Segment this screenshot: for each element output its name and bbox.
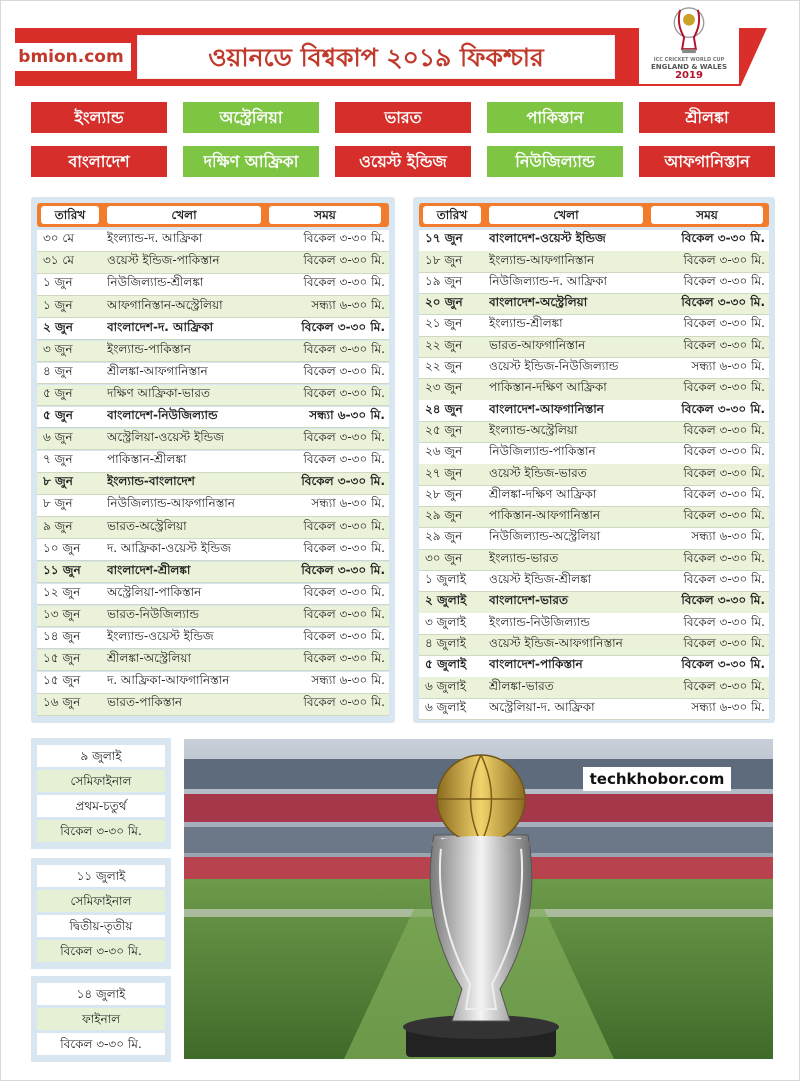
- match-teams: নিউজিল্যান্ড-দ. আফ্রিকা: [489, 273, 607, 288]
- match-time: বিকেল ৩-৩০ মি.: [683, 508, 765, 523]
- match-time: বিকেল ৩-৩০ মি.: [303, 430, 385, 445]
- match-teams: পাকিস্তান-শ্রীলঙ্কা: [107, 452, 187, 467]
- header-date: তারিখ: [41, 206, 99, 224]
- world-cup-logo: [639, 4, 739, 84]
- match-date: ১৩ জুন: [43, 606, 81, 621]
- match-time: বিকেল ৩-৩০ মি.: [683, 486, 765, 501]
- table-row: [37, 628, 389, 650]
- watermark-label: techkhobor.com: [583, 767, 731, 791]
- table-row: [419, 400, 769, 422]
- match-teams: শ্রীলঙ্কা-অস্ট্রেলিয়া: [107, 651, 191, 666]
- table-row: [419, 613, 769, 635]
- match-teams: বাংলাদেশ-ওয়েস্ট ইন্ডিজ: [489, 231, 606, 246]
- match-teams: ইংল্যান্ড-নিউজিল্যান্ড: [489, 614, 590, 629]
- match-time: সন্ধ্যা ৬-৩০ মি.: [691, 529, 765, 544]
- table-rows: [413, 230, 775, 723]
- match-time: বিকেল ৩-৩০ মি.: [303, 606, 385, 621]
- table-row: [37, 650, 389, 672]
- match-time: সন্ধ্যা ৬-৩০ মি.: [311, 673, 385, 688]
- match-teams: ভারত-আফগানিস্তান: [489, 337, 586, 352]
- match-teams: ওয়েস্ট ইন্ডিজ-ভারত: [489, 465, 587, 480]
- match-date: ২৭ জুন: [425, 465, 463, 480]
- match-time: বিকেল ৩-৩০ মি.: [683, 550, 765, 565]
- match-teams: বাংলাদেশ-ভারত: [489, 593, 568, 608]
- table-row: [37, 539, 389, 561]
- site-label[interactable]: bmion.com: [11, 43, 131, 71]
- match-teams: ইংল্যান্ড-অস্ট্রেলিয়া: [489, 422, 578, 437]
- match-date: ৪ জুলাই: [425, 635, 467, 650]
- match-teams: ইংল্যান্ড-শ্রীলঙ্কা: [489, 316, 563, 331]
- match-date: ৫ জুলাই: [425, 657, 467, 672]
- match-time: বিকেল ৩-৩০ মি.: [683, 337, 765, 352]
- match-time: বিকেল ৩-৩০ মি.: [681, 295, 765, 310]
- match-time: সন্ধ্যা ৬-৩০ মি.: [309, 408, 385, 423]
- table-row: [37, 407, 389, 429]
- match-teams: ইংল্যান্ড-পাকিস্তান: [107, 341, 191, 356]
- match-time: বিকেল ৩-৩০ মি.: [683, 635, 765, 650]
- match-time: বিকেল ৩-৩০ মি.: [683, 444, 765, 459]
- match-time: বিকেল ৩-৩০ মি.: [301, 562, 385, 577]
- match-date: ৩ জুলাই: [425, 614, 467, 629]
- team-badge: ইংল্যান্ড: [31, 102, 167, 133]
- table-row: [419, 528, 769, 550]
- match-time: বিকেল ৩-৩০ মি.: [301, 319, 385, 334]
- match-time: বিকেল ৩-৩০ মি.: [303, 629, 385, 644]
- logo-line-1: ICC CRICKET WORLD CUP: [653, 57, 725, 63]
- table-row: [37, 451, 389, 473]
- match-time: সন্ধ্যা ৬-৩০ মি.: [311, 496, 385, 511]
- match-teams: দক্ষিণ আফ্রিকা-ভারত: [107, 385, 211, 400]
- match-date: ৫ জুন: [43, 385, 73, 400]
- match-time: বিকেল ৩-৩০ মি.: [303, 584, 385, 599]
- match-time: বিকেল ৩-৩০ মি.: [683, 252, 765, 267]
- match-time: সন্ধ্যা ৬-৩০ মি.: [691, 699, 765, 714]
- match-date: ১ জুন: [43, 275, 73, 290]
- match-date: ৬ জুলাই: [425, 699, 467, 714]
- table-rows: [31, 230, 395, 723]
- table-row: [419, 358, 769, 380]
- match-date: ২১ জুন: [425, 316, 463, 331]
- fixture-table-left: [31, 197, 395, 723]
- table-row: [37, 274, 389, 296]
- knockout-stage: সেমিফাইনাল: [37, 770, 165, 792]
- team-badge: বাংলাদেশ: [31, 146, 167, 177]
- match-date: ২৯ জুন: [425, 508, 463, 523]
- table-row: [419, 422, 769, 444]
- team-badge: অস্ট্রেলিয়া: [183, 102, 319, 133]
- match-date: ২০ জুন: [425, 295, 463, 310]
- match-date: ৩০ জুন: [425, 550, 463, 565]
- match-date: ১৫ জুন: [43, 651, 81, 666]
- match-date: ২ জুন: [43, 319, 73, 334]
- match-time: বিকেল ৩-৩০ মি.: [683, 273, 765, 288]
- knockout-panel: [31, 976, 171, 1062]
- knockout-time: বিকেল ৩-৩০ মি.: [37, 1033, 165, 1055]
- match-time: বিকেল ৩-৩০ মি.: [683, 422, 765, 437]
- match-date: ১৮ জুন: [425, 252, 463, 267]
- match-time: বিকেল ৩-৩০ মি.: [301, 474, 385, 489]
- team-badge: পাকিস্তান: [487, 102, 623, 133]
- table-row: [419, 507, 769, 529]
- match-date: ১৯ জুন: [425, 273, 463, 288]
- match-date: ৭ জুন: [43, 452, 73, 467]
- match-date: ১ জুন: [43, 297, 73, 312]
- match-date: ২৬ জুন: [425, 444, 463, 459]
- table-row: [419, 251, 769, 273]
- match-time: বিকেল ৩-৩০ মি.: [681, 593, 765, 608]
- match-teams: ইংল্যান্ড-আফগানিস্তান: [489, 252, 595, 267]
- table-row: [419, 592, 769, 614]
- table-row: [419, 230, 769, 252]
- match-time: বিকেল ৩-৩০ মি.: [303, 518, 385, 533]
- match-date: ১৪ জুন: [43, 629, 81, 644]
- match-time: বিকেল ৩-৩০ মি.: [303, 695, 385, 710]
- match-time: বিকেল ৩-৩০ মি.: [303, 231, 385, 246]
- match-teams: নিউজিল্যান্ড-শ্রীলঙ্কা: [107, 275, 204, 290]
- table-header: [419, 203, 769, 227]
- match-date: ২৮ জুন: [425, 486, 463, 501]
- header-time: সময়: [651, 206, 763, 224]
- match-teams: আফগানিস্তান-অস্ট্রেলিয়া: [107, 297, 223, 312]
- match-time: বিকেল ৩-৩০ মি.: [303, 651, 385, 666]
- table-row: [37, 562, 389, 584]
- match-teams: ওয়েস্ট ইন্ডিজ-পাকিস্তান: [107, 253, 220, 268]
- match-date: ১৭ জুন: [425, 231, 463, 246]
- table-row: [37, 296, 389, 318]
- match-teams: ওয়েস্ট ইন্ডিজ-আফগানিস্তান: [489, 635, 623, 650]
- table-row: [37, 584, 389, 606]
- knockout-panel: [31, 738, 171, 849]
- match-teams: বাংলাদেশ-শ্রীলঙ্কা: [107, 562, 191, 577]
- table-row: [37, 230, 389, 252]
- table-row: [419, 486, 769, 508]
- match-date: ৪ জুন: [43, 363, 73, 378]
- match-teams: শ্রীলঙ্কা-ভারত: [489, 678, 554, 693]
- table-row: [419, 550, 769, 572]
- table-row: [37, 363, 389, 385]
- match-date: ২ জুলাই: [425, 593, 467, 608]
- table-row: [419, 337, 769, 359]
- match-teams: ইংল্যান্ড-দ. আফ্রিকা: [107, 231, 203, 246]
- match-date: ১২ জুন: [43, 584, 81, 599]
- knockout-date: ১৪ জুলাই: [37, 983, 165, 1005]
- knockout-teams: দ্বিতীয়-তৃতীয়: [37, 915, 165, 937]
- match-date: ২৩ জুন: [425, 380, 463, 395]
- table-row: [419, 273, 769, 295]
- table-header: [37, 203, 389, 227]
- match-time: বিকেল ৩-৩০ মি.: [303, 341, 385, 356]
- table-row: [37, 318, 389, 340]
- match-teams: ওয়েস্ট ইন্ডিজ-নিউজিল্যান্ড: [489, 359, 619, 374]
- match-time: বিকেল ৩-৩০ মি.: [683, 465, 765, 480]
- match-time: বিকেল ৩-৩০ মি.: [303, 385, 385, 400]
- header-date: তারিখ: [423, 206, 481, 224]
- match-teams: ইংল্যান্ড-ওয়েস্ট ইন্ডিজ: [107, 629, 214, 644]
- match-teams: বাংলাদেশ-নিউজিল্যান্ড: [107, 408, 218, 423]
- match-teams: বাংলাদেশ-দ. আফ্রিকা: [107, 319, 214, 334]
- match-date: ২৯ জুন: [425, 529, 463, 544]
- match-date: ২২ জুন: [425, 359, 463, 374]
- match-time: বিকেল ৩-৩০ মি.: [303, 253, 385, 268]
- match-date: ১৫ জুন: [43, 673, 81, 688]
- table-row: [37, 495, 389, 517]
- logo-year: 2019: [675, 70, 703, 81]
- table-row: [37, 517, 389, 539]
- match-time: বিকেল ৩-৩০ মি.: [303, 452, 385, 467]
- match-teams: নিউজিল্যান্ড-আফগানিস্তান: [107, 496, 235, 511]
- match-teams: অস্ট্রেলিয়া-ওয়েস্ট ইন্ডিজ: [107, 430, 224, 445]
- match-teams: ভারত-পাকিস্তান: [107, 695, 183, 710]
- match-date: ১ জুলাই: [425, 572, 467, 587]
- table-row: [419, 656, 769, 678]
- match-date: ৮ জুন: [43, 474, 73, 489]
- fixture-table-right: [413, 197, 775, 723]
- match-date: ২২ জুন: [425, 337, 463, 352]
- match-time: বিকেল ৩-৩০ মি.: [683, 614, 765, 629]
- match-teams: বাংলাদেশ-পাকিস্তান: [489, 657, 583, 672]
- knockout-stage: ফাইনাল: [37, 1008, 165, 1030]
- match-teams: ইংল্যান্ড-বাংলাদেশ: [107, 474, 195, 489]
- team-badge: ওয়েস্ট ইন্ডিজ: [335, 146, 471, 177]
- match-date: ২৪ জুন: [425, 401, 463, 416]
- table-row: [419, 379, 769, 401]
- match-time: বিকেল ৩-৩০ মি.: [683, 678, 765, 693]
- table-row: [419, 315, 769, 337]
- table-row: [419, 677, 769, 699]
- match-time: বিকেল ৩-৩০ মি.: [683, 316, 765, 331]
- header-match: খেলা: [489, 206, 643, 224]
- match-time: সন্ধ্যা ৬-৩০ মি.: [311, 297, 385, 312]
- match-teams: ভারত-নিউজিল্যান্ড: [107, 606, 199, 621]
- match-date: ৫ জুন: [43, 408, 73, 423]
- header-match: খেলা: [107, 206, 261, 224]
- team-badge: নিউজিল্যান্ড: [487, 146, 623, 177]
- table-row: [37, 672, 389, 694]
- match-time: বিকেল ৩-৩০ মি.: [303, 540, 385, 555]
- table-row: [37, 694, 389, 716]
- match-time: বিকেল ৩-৩০ মি.: [683, 380, 765, 395]
- table-row: [419, 294, 769, 316]
- match-date: ৮ জুন: [43, 496, 73, 511]
- knockout-time: বিকেল ৩-৩০ মি.: [37, 940, 165, 962]
- knockout-time: বিকেল ৩-৩০ মি.: [37, 820, 165, 842]
- match-teams: পাকিস্তান-দক্ষিণ আফ্রিকা: [489, 380, 607, 395]
- match-teams: অস্ট্রেলিয়া-পাকিস্তান: [107, 584, 202, 599]
- table-row: [419, 699, 769, 721]
- trophy-logo-icon: [666, 4, 712, 57]
- match-teams: ওয়েস্ট ইন্ডিজ-শ্রীলঙ্কা: [489, 572, 592, 587]
- match-time: বিকেল ৩-৩০ মি.: [303, 363, 385, 378]
- match-teams: দ. আফ্রিকা-আফগানিস্তান: [107, 673, 230, 688]
- match-date: ৬ জুন: [43, 430, 73, 445]
- match-date: ১১ জুন: [43, 562, 81, 577]
- table-row: [37, 606, 389, 628]
- team-badge: ভারত: [335, 102, 471, 133]
- match-teams: দ. আফ্রিকা-ওয়েস্ট ইন্ডিজ: [107, 540, 231, 555]
- match-time: বিকেল ৩-৩০ মি.: [681, 657, 765, 672]
- table-row: [419, 464, 769, 486]
- table-row: [37, 341, 389, 363]
- match-date: ৩১ মে: [43, 253, 74, 268]
- knockout-date: ১১ জুলাই: [37, 865, 165, 887]
- match-date: ৩ জুন: [43, 341, 73, 356]
- knockout-stage: সেমিফাইনাল: [37, 890, 165, 912]
- match-date: ১০ জুন: [43, 540, 81, 555]
- team-badge: শ্রীলঙ্কা: [639, 102, 775, 133]
- table-row: [419, 635, 769, 657]
- team-badge: দক্ষিণ আফ্রিকা: [183, 146, 319, 177]
- match-time: বিকেল ৩-৩০ মি.: [303, 275, 385, 290]
- knockout-panel: [31, 858, 171, 969]
- table-row: [419, 571, 769, 593]
- match-time: সন্ধ্যা ৬-৩০ মি.: [691, 359, 765, 374]
- match-teams: শ্রীলঙ্কা-দক্ষিণ আফ্রিকা: [489, 486, 597, 501]
- match-teams: বাংলাদেশ-অস্ট্রেলিয়া: [489, 295, 588, 310]
- match-teams: পাকিস্তান-আফগানিস্তান: [489, 508, 601, 523]
- table-row: [37, 473, 389, 495]
- team-badge: আফগানিস্তান: [639, 146, 775, 177]
- match-date: ৯ জুন: [43, 518, 73, 533]
- match-teams: নিউজিল্যান্ড-অস্ট্রেলিয়া: [489, 529, 601, 544]
- match-time: বিকেল ৩-৩০ মি.: [681, 401, 765, 416]
- table-row: [419, 443, 769, 465]
- match-date: ৩০ মে: [43, 231, 74, 246]
- page-title: ওয়ানডে বিশ্বকাপ ২০১৯ ফিকশ্চার: [137, 35, 615, 79]
- match-teams: শ্রীলঙ্কা-আফগানিস্তান: [107, 363, 208, 378]
- match-teams: বাংলাদেশ-আফগানিস্তান: [489, 401, 604, 416]
- match-teams: নিউজিল্যান্ড-পাকিস্তান: [489, 444, 596, 459]
- logo-line-2: ENGLAND & WALES: [650, 63, 728, 71]
- match-date: ২৫ জুন: [425, 422, 463, 437]
- match-teams: অস্ট্রেলিয়া-দ. আফ্রিকা: [489, 699, 595, 714]
- table-row: [37, 429, 389, 451]
- match-teams: ইংল্যান্ড-ভারত: [489, 550, 559, 565]
- knockout-teams: প্রথম-চতুর্থ: [37, 795, 165, 817]
- match-teams: ভারত-অস্ট্রেলিয়া: [107, 518, 187, 533]
- knockout-date: ৯ জুলাই: [37, 745, 165, 767]
- header-time: সময়: [269, 206, 381, 224]
- match-date: ৬ জুলাই: [425, 678, 467, 693]
- match-date: ১৬ জুন: [43, 695, 81, 710]
- table-row: [37, 385, 389, 407]
- table-row: [37, 252, 389, 274]
- match-time: বিকেল ৩-৩০ মি.: [683, 572, 765, 587]
- match-time: বিকেল ৩-৩০ মি.: [681, 231, 765, 246]
